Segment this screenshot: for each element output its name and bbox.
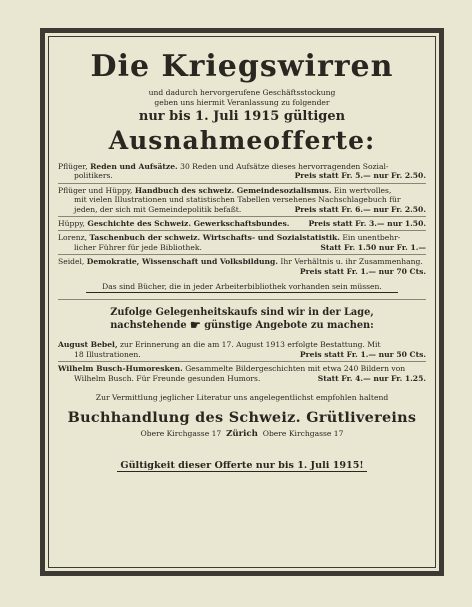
address-left: Obere Kirchgasse 17 — [140, 428, 222, 438]
address-right: Obere Kirchgasse 17 — [262, 428, 344, 438]
item-price: Preis statt Fr. 5.— nur Fr. 2.50. — [294, 171, 426, 181]
shop-address — [58, 429, 426, 439]
item-desc: Wilhelm Busch. Für Freunde gesunden Humors. — [74, 373, 261, 383]
item-desc: Gesammelte Bildergeschichten mit etwa 240 Bildern von — [185, 364, 406, 374]
item-desc: politikers. — [74, 171, 113, 181]
item-author: Lorenz, — [58, 233, 88, 243]
item-title: Reden und Aufsätze. — [90, 162, 178, 171]
bargain-line-1: Zufolge Gelegenheitskaufs sind wir in der Lage, — [110, 307, 374, 319]
item-author: Seidel, — [58, 257, 85, 267]
subtitle-line-1: und dadurch hervorgerufene Geschäftsstockung — [148, 88, 336, 97]
item-desc: 30 Reden und Aufsätze dieses hervorragenden Sozial- — [180, 162, 389, 171]
recommendation-text: Zur Vermittlung jeglicher Literatur uns angelegentlichst empfohlen haltend — [95, 393, 389, 403]
flyer-content — [58, 44, 426, 562]
item-desc: zur Erinnerung an die am 17. August 1913 erfolgte Bestattung. Mit — [120, 340, 381, 350]
book-item-3 — [58, 217, 426, 231]
offer-heading: Ausnahmeofferte: — [108, 126, 376, 155]
item-desc: Ihr Verhältnis u. ihr Zusammenhang. — [280, 257, 423, 267]
item-author: Hüppy, — [58, 219, 85, 229]
item-desc: Ein unentbehr- — [342, 233, 401, 243]
item-price: Statt Fr. 4.— nur Fr. 1.25. — [317, 373, 426, 383]
subtitle-line-2: geben uns hiermit Veranlassung zu folgender — [154, 97, 330, 107]
main-title: Die Kriegswirren — [90, 49, 394, 84]
extra-item-2 — [58, 362, 426, 385]
until-date: nur bis 1. Juli 1915 gültigen — [138, 109, 346, 124]
bargain-line-2a: nachstehende — [110, 320, 187, 332]
validity-note: Gültigkeit dieser Offerte nur bis 1. Juli 1915! — [117, 461, 367, 472]
item-price: Preis statt Fr. 6.— nur Fr. 2.50. — [294, 204, 426, 214]
extra-item-1 — [58, 338, 426, 362]
item-author: Pflüger und Hüppy, — [58, 185, 133, 195]
bargain-line-2b: günstige Angebote zu machen: — [204, 320, 374, 332]
bargain-line-2 — [58, 319, 426, 332]
item-title: Wilhelm Busch-Humoresken. — [58, 364, 183, 374]
item-desc: Ein wertvolles, — [333, 185, 392, 195]
item-desc: mit vielen Illustrationen und statistischen Tabellen versehenes Nachschlagebuch für — [74, 195, 401, 205]
book-item-5 — [58, 255, 426, 278]
item-desc: jeden, der sich mit Gemeindepolitik befaßt. — [74, 204, 242, 214]
item-price: Preis statt Fr. 3.— nur 1.50. — [308, 219, 426, 229]
shop-name: Buchhandlung des Schweiz. Grütlivereins — [67, 408, 417, 426]
bargain-heading — [58, 306, 426, 332]
address-city: Zürich — [226, 428, 258, 439]
item-title: Geschichte des Schweiz. Gewerkschaftsbundes. — [87, 219, 290, 229]
book-item-4 — [58, 231, 426, 255]
item-price: Preis statt Fr. 1.— nur 70 Cts. — [299, 266, 426, 276]
item-price: Statt Fr. 1.50 nur Fr. 1.— — [320, 242, 426, 252]
item-title: Handbuch des schweiz. Gemeindesozialismus. — [134, 185, 332, 195]
item-desc: 18 Illustrationen. — [74, 349, 141, 359]
pointing-hand-icon: ☛ — [190, 318, 201, 333]
item-desc: licher Führer für jede Bibliothek. — [74, 242, 202, 252]
item-author: Pflüger, — [58, 162, 88, 171]
library-note: Das sind Bücher, die in jeder Arbeiterbibliothek vorhanden sein müssen. — [86, 282, 398, 293]
section-divider — [58, 299, 426, 300]
item-price: Preis statt Fr. 1.— nur 50 Cts. — [299, 349, 426, 359]
item-title: Taschenbuch der schweiz. Wirtschafts- und Sozialstatistik. — [89, 233, 340, 243]
book-item-2 — [58, 184, 426, 217]
subtitle — [58, 88, 426, 107]
item-title: Demokratie, Wissenschaft und Volksbildung. — [86, 257, 278, 267]
book-item-1 — [58, 160, 426, 184]
item-title: August Bebel, — [58, 340, 118, 350]
